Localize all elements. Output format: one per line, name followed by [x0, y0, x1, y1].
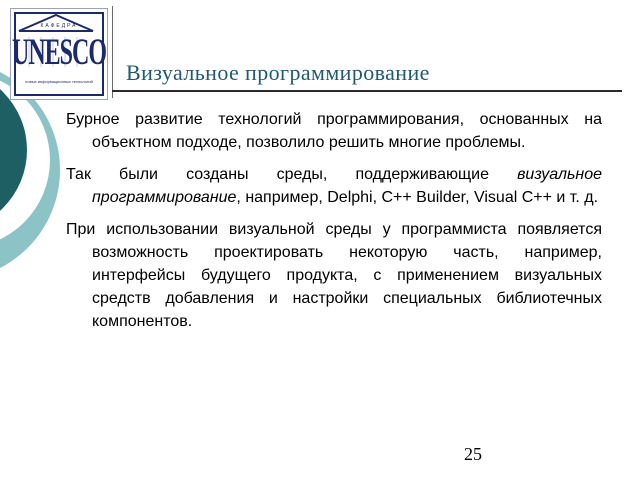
unesco-logo — [10, 8, 108, 100]
paragraph-3: При использовании визуальной среды у программиста появляется возможность проектировать некоторую часть, например, интерфейсы будущего продукта, с применением визуальных средств добавления и настройки специальных библиотечных компонентов. — [66, 221, 602, 330]
slide-title: Визуальное программирование — [126, 60, 430, 85]
page-number: 25 — [464, 444, 482, 464]
paragraph-2-before: Так были созданы среды, поддерживающие — [66, 166, 518, 183]
paragraph-1: Бурное развитие технологий программирования, основанных на объектном подходе, позволило решить многие проблемы. — [66, 111, 602, 151]
paragraph-2-emphasis: визуальное программирование — [92, 166, 602, 206]
slide-content — [66, 108, 602, 342]
logo-kafedra: КАФЕДРА — [40, 23, 78, 29]
paragraph-2 — [66, 163, 602, 209]
logo-subtitle: новых информационных технологий — [25, 79, 93, 84]
title-underline — [112, 90, 622, 92]
logo-wordmark: UNESCO — [11, 33, 107, 74]
title-vertical-divider — [112, 6, 113, 98]
paragraph-2-after: , например, Delphi, C++ Builder, Visual C++ и т. д. — [236, 189, 599, 206]
